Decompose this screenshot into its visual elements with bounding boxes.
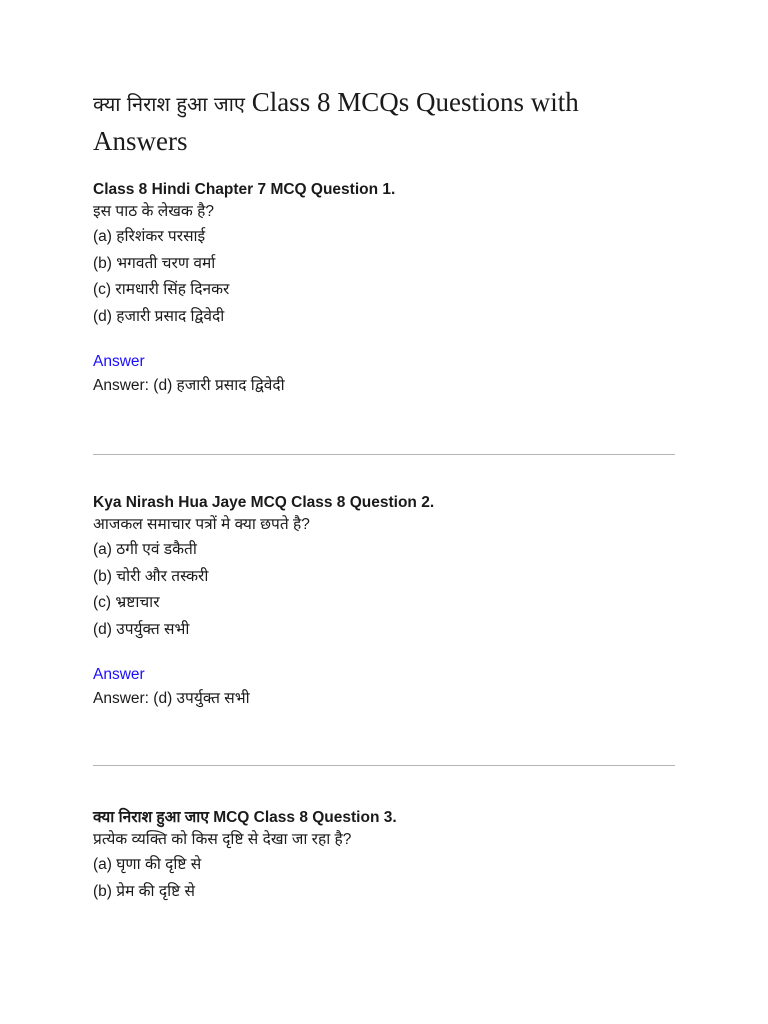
answer-text: Answer: (d) उपर्युक्त सभी (93, 690, 250, 707)
answer-text: Answer: (d) हजारी प्रसाद द्विवेदी (93, 377, 285, 394)
option-c: (c) रामधारी सिंह दिनकर (93, 281, 230, 298)
page-title (93, 84, 675, 160)
option-b: (b) प्रेम की दृष्टि से (93, 882, 195, 900)
divider (93, 765, 675, 766)
option-d: (d) हजारी प्रसाद द्विवेदी (93, 307, 225, 325)
option-a: (a) ठगी एवं डकैती (93, 541, 197, 558)
question-block-3 (93, 808, 675, 905)
document-page (93, 84, 675, 905)
question-block-1 (93, 180, 675, 398)
answer-toggle-link[interactable]: Answer (93, 353, 145, 370)
page-title-english: Class 8 MCQs Questions with Answers (93, 87, 579, 156)
question-heading: Kya Nirash Hua Jaye MCQ Class 8 Question 2. (93, 494, 435, 511)
divider (93, 454, 675, 455)
question-text: आजकल समाचार पत्रों मे क्या छपते है? (93, 516, 310, 533)
question-heading: Class 8 Hindi Chapter 7 MCQ Question 1. (93, 181, 396, 198)
option-a: (a) घृणा की दृष्टि से (93, 856, 202, 873)
option-c: (c) भ्रष्टाचार (93, 594, 160, 611)
option-a: (a) हरिशंकर परसाई (93, 228, 206, 245)
question-text: प्रत्येक व्यक्ति को किस दृष्टि से देखा जा रहा है? (93, 831, 352, 848)
option-b: (b) भगवती चरण वर्मा (93, 254, 216, 272)
question-text: इस पाठ के लेखक है? (93, 203, 214, 220)
option-d: (d) उपर्युक्त सभी (93, 620, 190, 638)
question-block-2 (93, 493, 675, 711)
question-heading: क्या निराश हुआ जाए MCQ Class 8 Question 3. (93, 809, 397, 826)
option-b: (b) चोरी और तस्करी (93, 567, 209, 585)
page-title-hindi: क्या निराश हुआ जाए (93, 92, 245, 116)
answer-toggle-link[interactable]: Answer (93, 666, 145, 683)
